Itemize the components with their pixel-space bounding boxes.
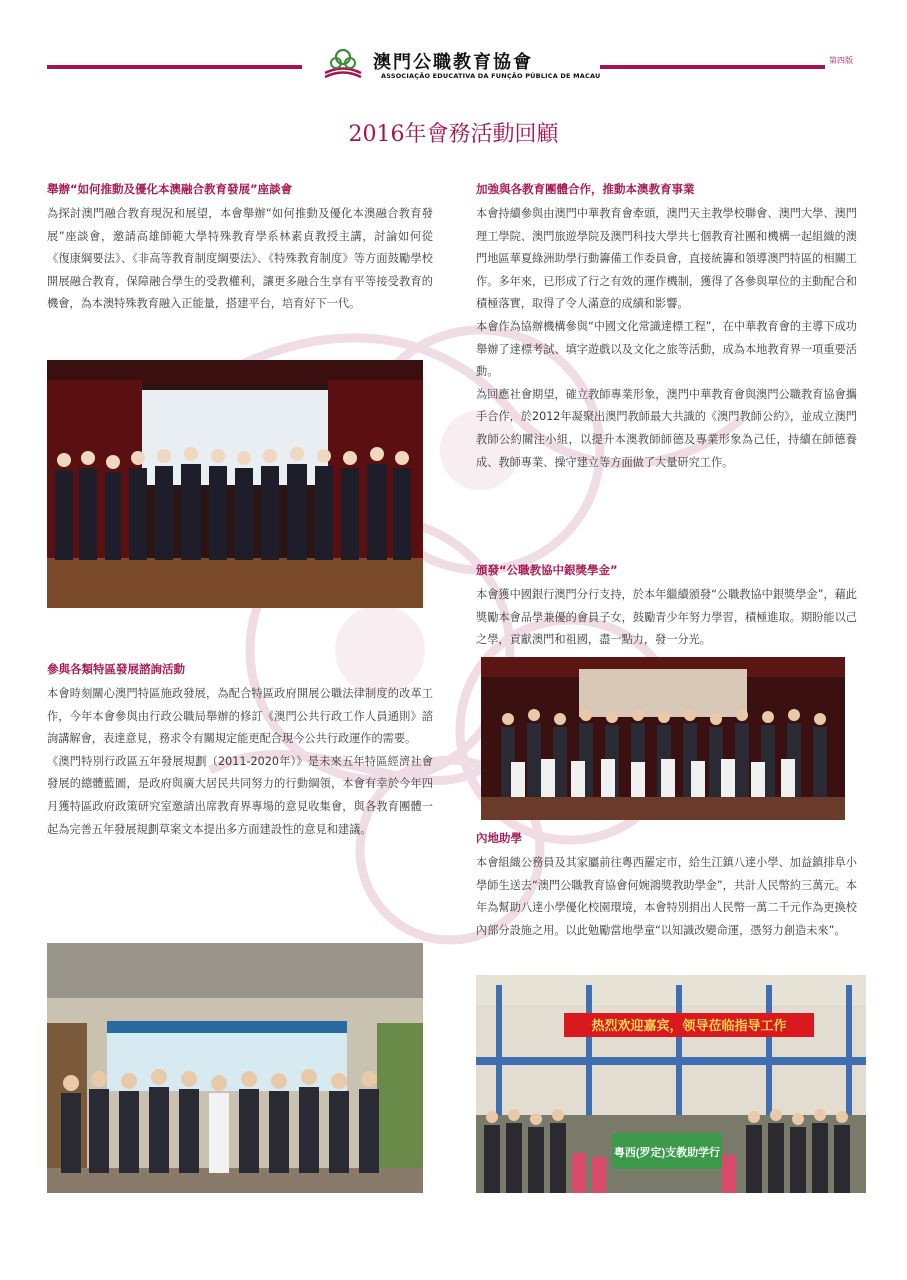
page-title: 2016年會務活動回顧 [348,122,559,147]
article-heading-mainland-aid: 內地助學 [476,831,522,845]
article-paragraph: 本會持續參與由澳門中華教育會牽頭，澳門天主教學校聯會、澳門大學、澳門理工學院、澳門旅遊學院及澳門科技大學共七個教育社團和機構一起組織的澳門地區華夏綠洲助學行動籌備工作委員會，直接統籌和領導澳門特區的相關工作。多年來，已形成了行之有效的運作機制，獲得了各參與單位的主動配合和積極落實，取得了令人滿意的成績和影響。 [476,207,857,311]
article-heading-inclusive-education: 舉辦“如何推動及優化本澳融合教育發展”座談會 [47,182,293,196]
photo-consultation-group [47,943,423,1193]
banner-welcome-text: 热烈欢迎嘉宾，领导莅临指导工作 [591,1018,787,1033]
article-paragraph: 為探討澳門融合教育現況和展望，本會舉辦“如何推動及優化本澳融合教育發展”座談會，邀請高雄師範大學特殊教育學系林素貞教授主講，討論如何從《復康綱要法》、《非高等教育制度綱要法》、《特殊教育制度》等方面鼓勵學校開展融合教育，保障融合學生的受教權利，讓更多融合生享有平等接受教育的機會，為本澳特殊教育融入正能量，搭建平台，培育好下一代。 [47,207,433,311]
association-logo-icon [322,47,364,79]
article-body-cooperation [476,203,857,474]
article-body-inclusive-education [47,203,433,316]
article-paragraph: 《澳門特別行政區五年發展規劃（2011-2020年）》是未來五年特區經濟社會發展的總體藍圖，是政府與廣大居民共同努力的行動綱領，本會有幸於今年四月獲特區政府政策研究室邀請出席教育界專場的意見收集會，與各教育團體一起為完善五年發展規劃草案文本提出多方面建設性的意見和建議。 [47,754,433,836]
header-rule-left [47,65,302,69]
org-name-portuguese: ASSOCIAÇÃO EDUCATIVA DA FUNÇÃO PÚBLICA DE MACAU [381,72,601,80]
article-paragraph: 本會作為協辦機構參與“中國文化常識達標工程”，在中華教育會的主導下成功舉辦了達標考試、填字遊戲以及文化之旅等活動，成為本地教育界一項重要活動。 [476,319,857,379]
org-name-chinese: 澳門公職教育協會 [373,52,533,73]
article-heading-cooperation: 加強與各教育團體合作，推動本澳教育事業 [476,182,695,196]
article-paragraph: 為回應社會期望，確立教師專業形象，澳門中華教育會與澳門公職教育協會攜手合作，於2012年凝聚出澳門教師最大共識的《澳門教師公約》，並成立澳門教師公約關注小組，以提升本澳教師師德及專業形象為己任，持續在師德養成、教師專業、操守建立等方面做了大量研究工作。 [476,387,857,469]
article-body-scholarship [476,584,857,652]
photo-scholarship-ceremony [481,657,845,820]
article-body-mainland-aid [476,852,857,942]
article-paragraph: 本會組織公務員及其家屬前往粵西羅定市，給生江鎮八達小學、加益鎮排阜小學師生送去“澳門公職教育協會何婉鴻獎教助學金”，共計人民幣約三萬元。本年為幫助八達小學優化校園環境，本會特別捐出人民幣一萬二千元作為更換校內部分設施之用。以此勉勵當地學童“以知識改變命運，憑努力創造未來”。 [476,856,857,937]
article-heading-consultation: 參與各類特區發展諮詢活動 [47,662,185,676]
photo-seminar-group [47,360,423,608]
edition-label: 第四版 [829,56,853,65]
article-body-consultation [47,683,433,841]
header-rule-right [600,65,825,69]
article-paragraph: 本會時刻關心澳門特區施政發展，為配合特區政府開展公職法律制度的改革工作，今年本會參與由行政公職局舉辦的修訂《澳門公共行政工作人員通則》諮詢講解會，表達意見，務求令有關規定能更配合現今公共行政運作的需要。 [47,687,433,746]
article-heading-scholarship: 頒發“公職教協中銀獎學金” [476,563,618,577]
article-paragraph: 本會獲中國銀行澳門分行支持，於本年繼續頒發“公職教協中銀獎學金”，藉此獎勵本會品學兼優的會員子女，鼓勵青少年努力學習，積極進取。期盼能以己之學，貢獻澳門和祖國，盡一點力，發一分光。 [476,588,857,647]
activity-banner-text: 粤西(罗定)支教助学行 [613,1147,721,1159]
photo-school-visit [476,975,866,1193]
